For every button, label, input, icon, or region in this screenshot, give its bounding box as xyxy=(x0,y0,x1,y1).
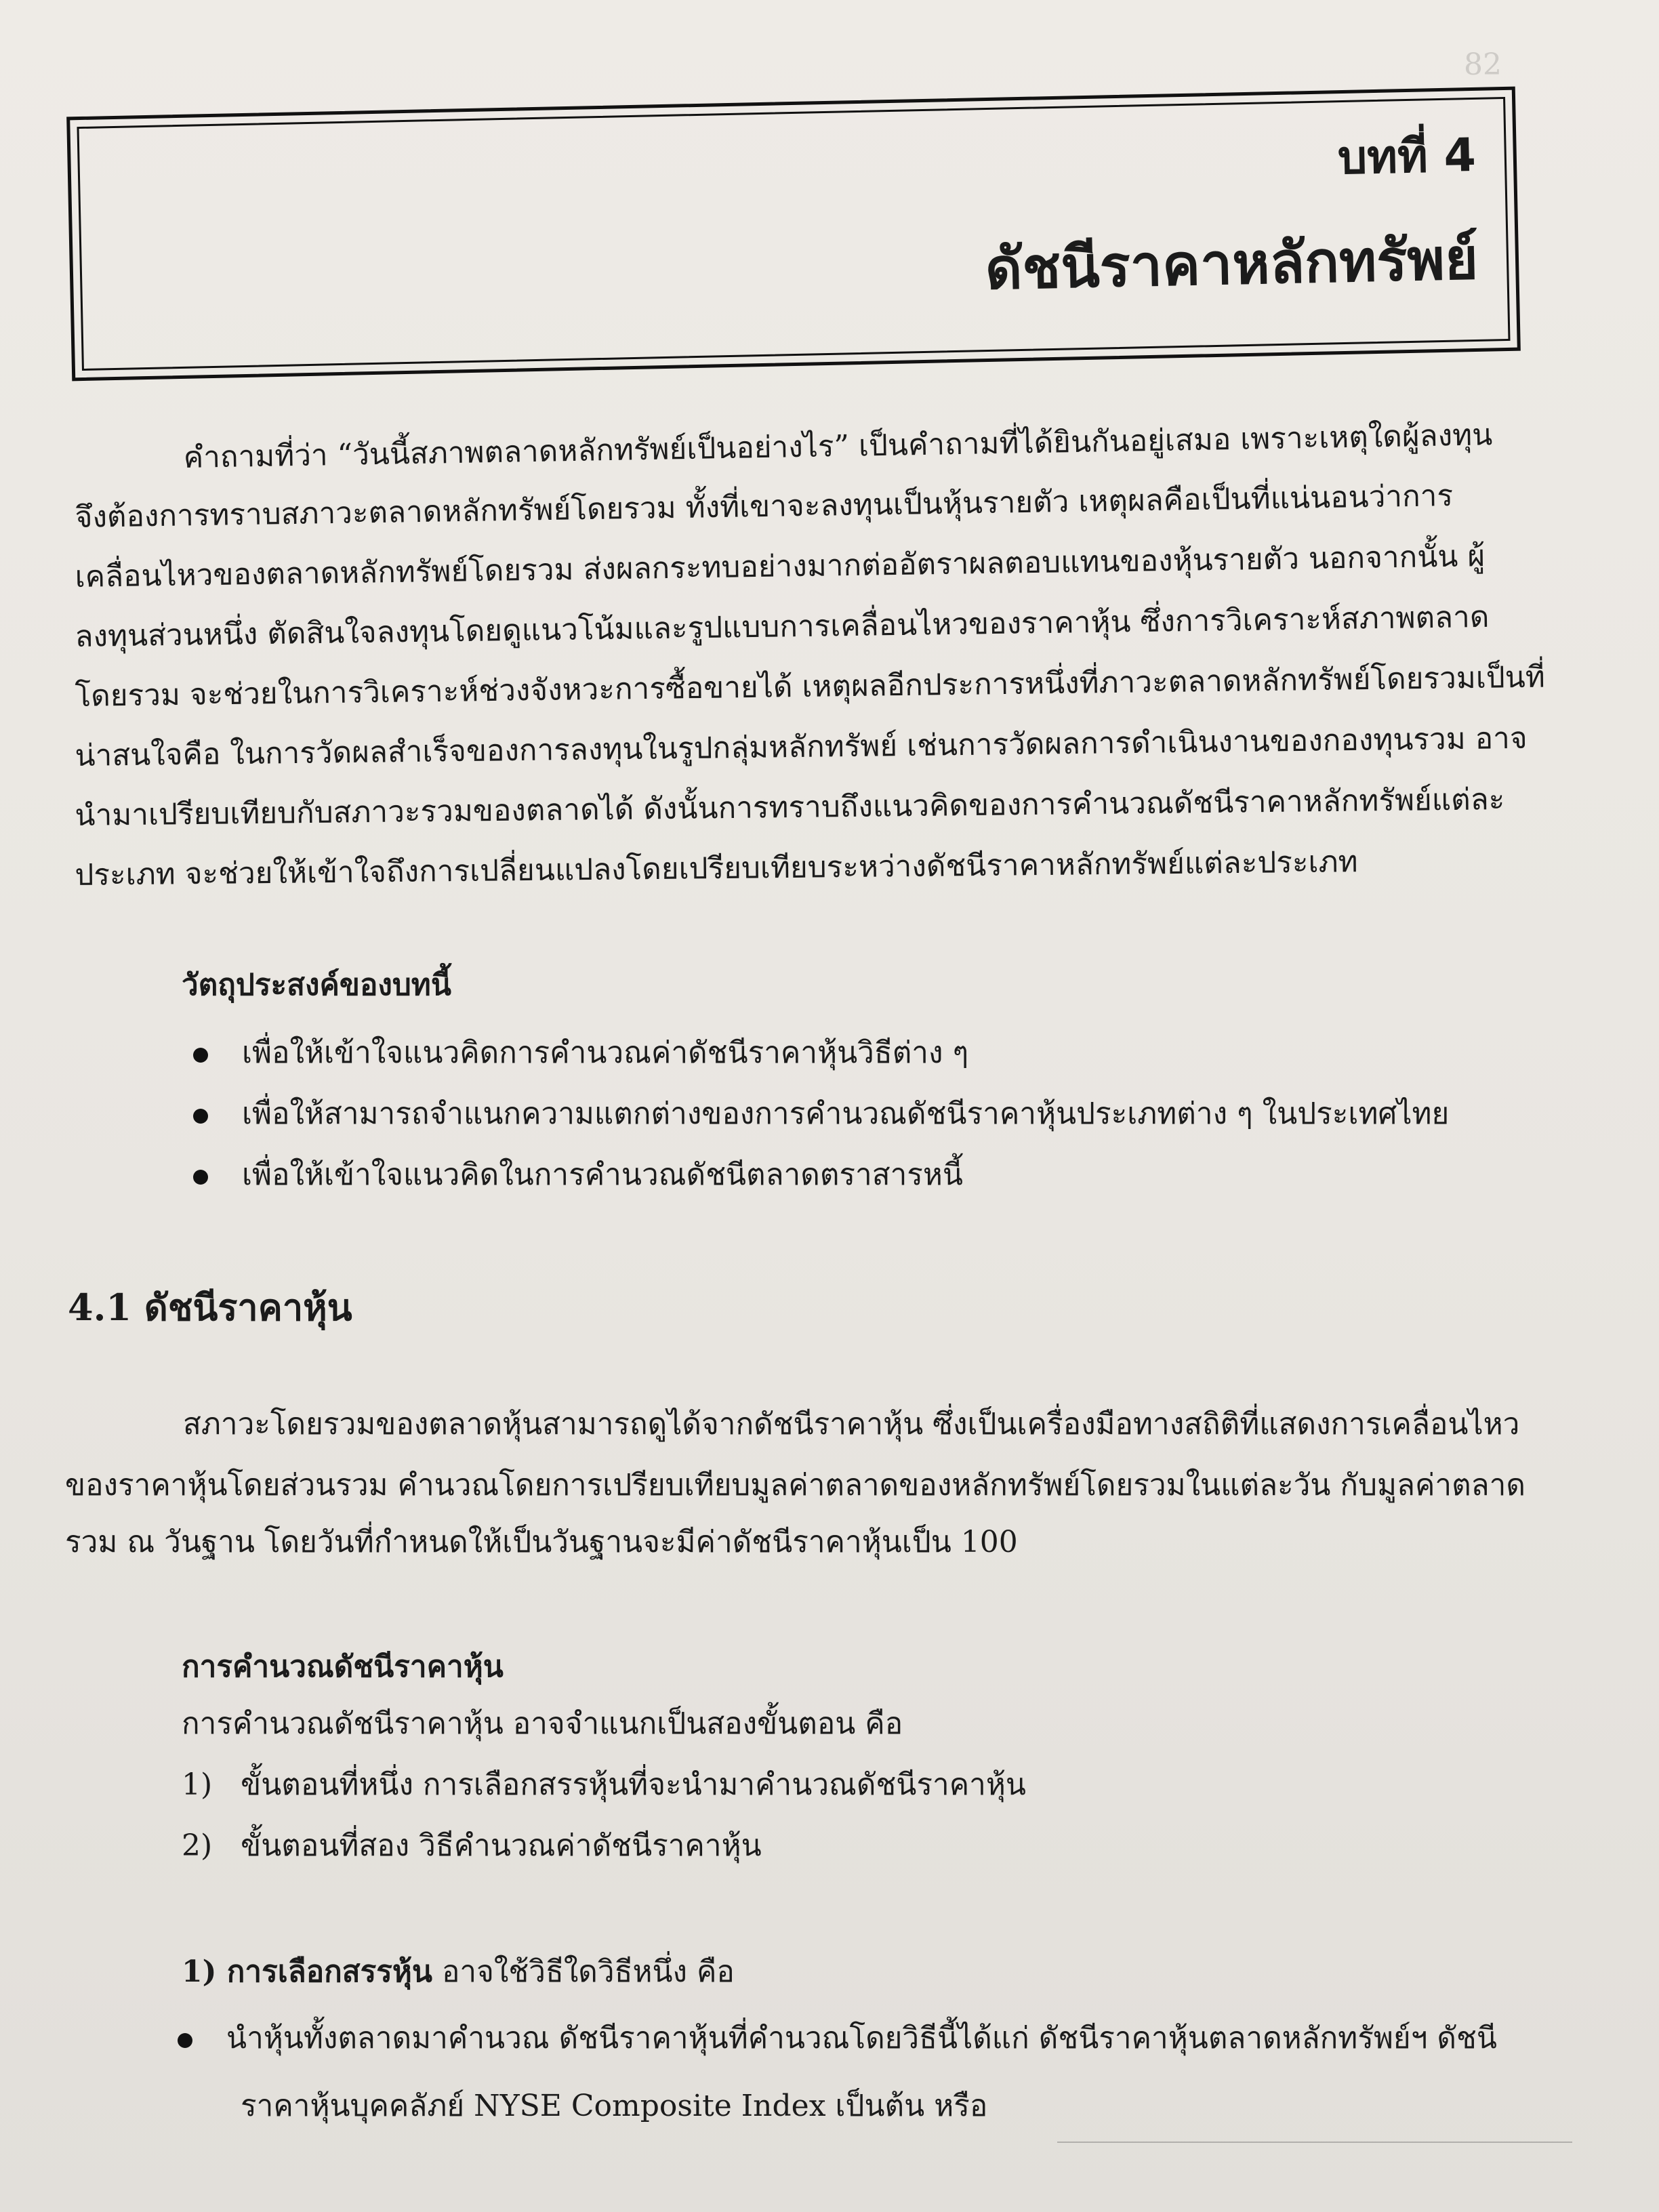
selection-bullet-line: นำหุ้นทั้งตลาดมาคำนวณ ดัชนีราคาหุ้นที่คำนวณโดยวิธีนี้ได้แก่ ดัชนีราคาหุ้นตลาดหลักทรัพย์ฯ ดัชนี xyxy=(226,2021,1497,2055)
objective-text: เพื่อให้เข้าใจแนวคิดการคำนวณค่าดัชนีราคาหุ้นวิธีต่าง ๆ xyxy=(242,1036,969,1070)
intro-line: เคลื่อนไหวของตลาดหลักทรัพย์โดยรวม ส่งผลกระทบอย่างมากต่ออัตราผลตอบแทนของหุ้นรายตัว นอกจากนั้น ผู้ xyxy=(75,539,1486,594)
objectives-heading: วัตถุประสงค์ของบทนี้ xyxy=(182,968,451,1002)
section-line: สภาวะโดยรวมของตลาดหุ้นสามารถดูได้จากดัชนีราคาหุ้น ซึ่งเป็นเครื่องมือทางสถิติที่แสดงการเคลื่อนไหว xyxy=(183,1407,1520,1441)
chapter-number: บทที่ 4 xyxy=(1337,128,1477,186)
chapter-title: ดัชนีราคาหลักทรัพย์ xyxy=(984,225,1479,303)
objective-text: เพื่อให้เข้าใจแนวคิดในการคำนวณดัชนีตลาดตราสารหนี้ xyxy=(242,1158,964,1192)
section-line: ของราคาหุ้นโดยส่วนรวม คำนวณโดยการเปรียบเทียบมูลค่าตลาดของหลักทรัพย์โดยรวมในแต่ละวัน กับมูลค่าตลาด xyxy=(65,1468,1525,1502)
intro-line: นำมาเปรียบเทียบกับสภาวะรวมของตลาดได้ ดังนั้นการทราบถึงแนวคิดของการคำนวณดัชนีราคาหลักทรัพย์แต่ละ xyxy=(75,782,1505,833)
selection-heading-bold: 1) การเลือกสรรหุ้น xyxy=(182,1954,433,1989)
intro-line: น่าสนใจคือ ในการวัดผลสำเร็จของการลงทุนในรูปกลุ่มหลักทรัพย์ เช่นการวัดผลการดำเนินงานของกองทุนรวม อาจ xyxy=(75,720,1528,773)
step-text: ขั้นตอนที่หนึ่ง การเลือกสรรหุ้นที่จะนำมาคำนวณดัชนีราคาหุ้น xyxy=(241,1767,1026,1802)
bullet-icon xyxy=(178,2033,192,2048)
selection-heading xyxy=(182,1942,735,2002)
intro-line: ลงทุนส่วนหนึ่ง ตัดสินใจลงทุนโดยดูแนวโน้มและรูปแบบการเคลื่อนไหวของราคาหุ้น ซึ่งการวิเคราะห์สภาพตลาด xyxy=(75,599,1490,654)
step-number: 1) xyxy=(182,1767,213,1802)
bullet-icon xyxy=(193,1109,208,1124)
section-line: รวม ณ วันฐาน โดยวันที่กำหนดให้เป็นวันฐานจะมีค่าดัชนีราคาหุ้นเป็น 100 xyxy=(65,1525,1018,1559)
objective-text: เพื่อให้สามารถจำแนกความแตกต่างของการคำนวณดัชนีราคาหุ้นประเภทต่าง ๆ ในประเทศไทย xyxy=(242,1097,1450,1131)
objective-item xyxy=(193,1145,963,1205)
calculation-step xyxy=(182,1816,762,1876)
calculation-step xyxy=(182,1755,1026,1815)
chapter-header-box xyxy=(66,87,1521,382)
objective-item xyxy=(193,1023,968,1083)
selection-bullet-cont: ราคาหุ้นบุคคลัภย์ NYSE Composite Index เป็นต้น หรือ xyxy=(241,2089,988,2123)
bullet-icon xyxy=(193,1170,208,1185)
calculation-heading: การคำนวณดัชนีราคาหุ้น xyxy=(182,1650,504,1684)
step-text: ขั้นตอนที่สอง วิธีคำนวณค่าดัชนีราคาหุ้น xyxy=(241,1828,762,1863)
intro-line: ประเภท จะช่วยให้เข้าใจถึงการเปลี่ยนแปลงโดยเปรียบเทียบระหว่างดัชนีราคาหลักทรัพย์แต่ละประเภท xyxy=(75,844,1358,893)
page-number-showthrough: 82 xyxy=(1464,47,1502,82)
calculation-intro: การคำนวณดัชนีราคาหุ้น อาจจำแนกเป็นสองขั้นตอน คือ xyxy=(182,1706,903,1741)
section-heading: 4.1 ดัชนีราคาหุ้น xyxy=(68,1286,352,1329)
showthrough-text: ​ xyxy=(203,183,204,218)
intro-line: จึงต้องการทราบสภาวะตลาดหลักทรัพย์โดยรวม ทั้งที่เขาจะลงทุนเป็นหุ้นรายตัว เหตุผลคือเป็นที่แน่นอนว่าการ xyxy=(75,478,1454,535)
selection-bullet xyxy=(178,2009,1497,2068)
bullet-icon xyxy=(193,1048,208,1063)
intro-line: คำถามที่ว่า “วันนี้สภาพตลาดหลักทรัพย์เป็นอย่างไร” เป็นคำถามที่ได้ยินกันอยู่เสมอ เพราะเหตุใดผู้ลงทุน xyxy=(183,417,1493,475)
selection-heading-rest: อาจใช้วิธีใดวิธีหนึ่ง คือ xyxy=(432,1954,735,1989)
footnote-rule xyxy=(1057,2142,1572,2143)
objective-item xyxy=(193,1084,1449,1144)
intro-line: โดยรวม จะช่วยในการวิเคราะห์ช่วงจังหวะการซื้อขายได้ เหตุผลอีกประการหนึ่งที่ภาวะตลาดหลักทรัพย์โดยรวมเป็นที่ xyxy=(75,659,1546,714)
step-number: 2) xyxy=(182,1828,213,1863)
